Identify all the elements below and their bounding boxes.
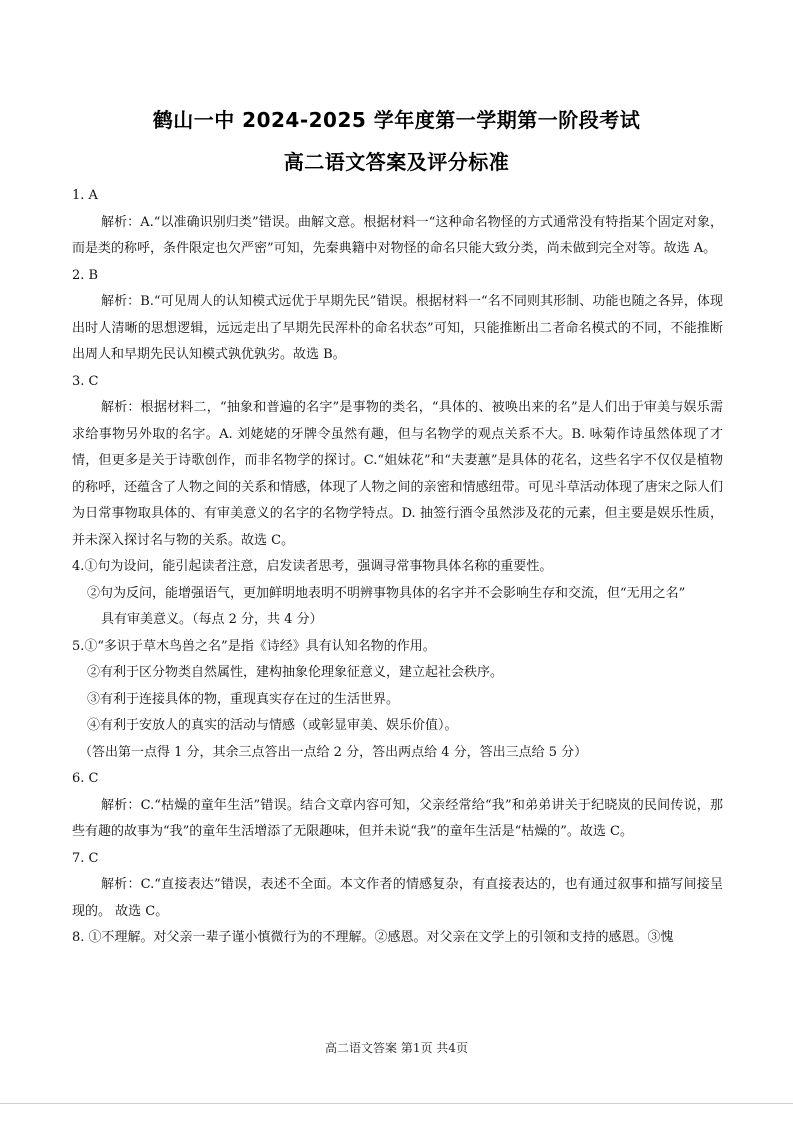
answer-line: 1. A: [72, 188, 98, 203]
page-footer: 高二语文答案 第1页 共4页: [325, 1041, 468, 1055]
answer-line: 解析：A.“以准确识别归类”错误。曲解文意。根据材料一“这种命名物怪的方式通常没有特指某个固定对象，而是类的称呼，条件限定也欠严密”可知，先秦典籍中对物怪的命名只能大致分类，尚未做到完全对等。故选 A。: [72, 214, 723, 256]
exam-title: 鹤山一中 2024-2025 学年度第一学期第一阶段考试: [152, 108, 641, 132]
answer-line: 8. ①不理解。对父亲一辈子谨小慎微行为的不理解。②感恩。对父亲在文学上的引领和支持的感恩。③愧: [72, 930, 674, 945]
bottom-divider: [0, 1103, 793, 1104]
answer-line: ②有利于区分物类自然属性，建构抽象伦理象征意义，建立起社会秩序。: [87, 665, 504, 680]
answer-line: 4.①句为设问，能引起读者注意，启发读者思考，强调寻常事物具体名称的重要性。: [72, 559, 553, 574]
answer-line: 6. C: [72, 771, 99, 786]
answer-line: ④有利于安放人的真实的活动与情感（或彰显审美、娱乐价值）。: [87, 718, 458, 733]
answer-line: 解析：B.“可见周人的认知模式远优于早期先民”错误。根据材料一“名不同则其形制、功能也随之各异，体现出时人清晰的思想逻辑，远远走出了早期先民浑朴的命名状态”可知，只能推断出二者命名模式的不同，不能推断出周人和早期先民认知模式孰优孰劣。故选 B。: [72, 294, 723, 362]
answer-line: 解析：C.“枯燥的童年生活”错误。结合文章内容可知，父亲经常给“我”和弟弟讲关于纪晓岚的民间传说，那些有趣的故事为“我”的童年生活增添了无限趣味，但并未说“我”的童年生活是“枯燥的”。故选 C。: [72, 797, 723, 839]
answer-content: [72, 183, 723, 952]
answer-line: ③有利于连接具体的物，重现真实存在过的生活世界。: [87, 691, 400, 707]
answer-line: 具有审美意义。（每点 2 分，共 4 分）: [101, 612, 323, 627]
answer-line: 解析：根据材料二，“抽象和普遍的名字”是事物的类名，“具体的、被唤出来的名”是人们出于审美与娱乐需求给事物另外取的名字。A. 刘姥姥的牙牌令虽然有趣，但与名物学的观点关系不大。B. 咏菊作诗虽然体现了才情，但更多是关于诗歌创作，而非名物学的探讨。C.“姐妹花”和“夫妻蕙”是具体的花名，这些名字不仅仅是植物的称呼，还蕴含了人物之间的关系和情感，体现了人物之间的亲密和情感纽带。可见斗草活动体现了唐宋之际人们为日常事物取具体的、有审美意义的名字的名物学特点。D. 抽签行酒令虽然涉及花的元素，但主要是娱乐性质，并未深入探讨名与物的关系。故选 C。: [72, 400, 723, 548]
answer-line: 解析：C.“直接表达”错误，表述不全面。本文作者的情感复杂，有直接表达的，也有通过叙事和描写间接呈现的。 故选 C。: [72, 877, 723, 919]
answer-line: 5.①“多识于草木鸟兽之名”是指《诗经》具有认知名物的作用。: [72, 638, 436, 654]
answer-key-title: 高二语文答案及评分标准: [283, 150, 510, 174]
answer-line: 7. C: [72, 850, 99, 866]
answer-line: 2. B: [72, 267, 99, 283]
answer-line: 3. C: [72, 373, 99, 389]
answer-line: （答出第一点得 1 分，其余三点答出一点给 2 分，答出两点给 4 分，答出三点给 5 分）: [79, 744, 588, 760]
answer-line: ②句为反问，能增强语气，更加鲜明地表明不明辨事物具体的名字并不会影响生存和交流，但“无用之名”: [87, 585, 686, 601]
